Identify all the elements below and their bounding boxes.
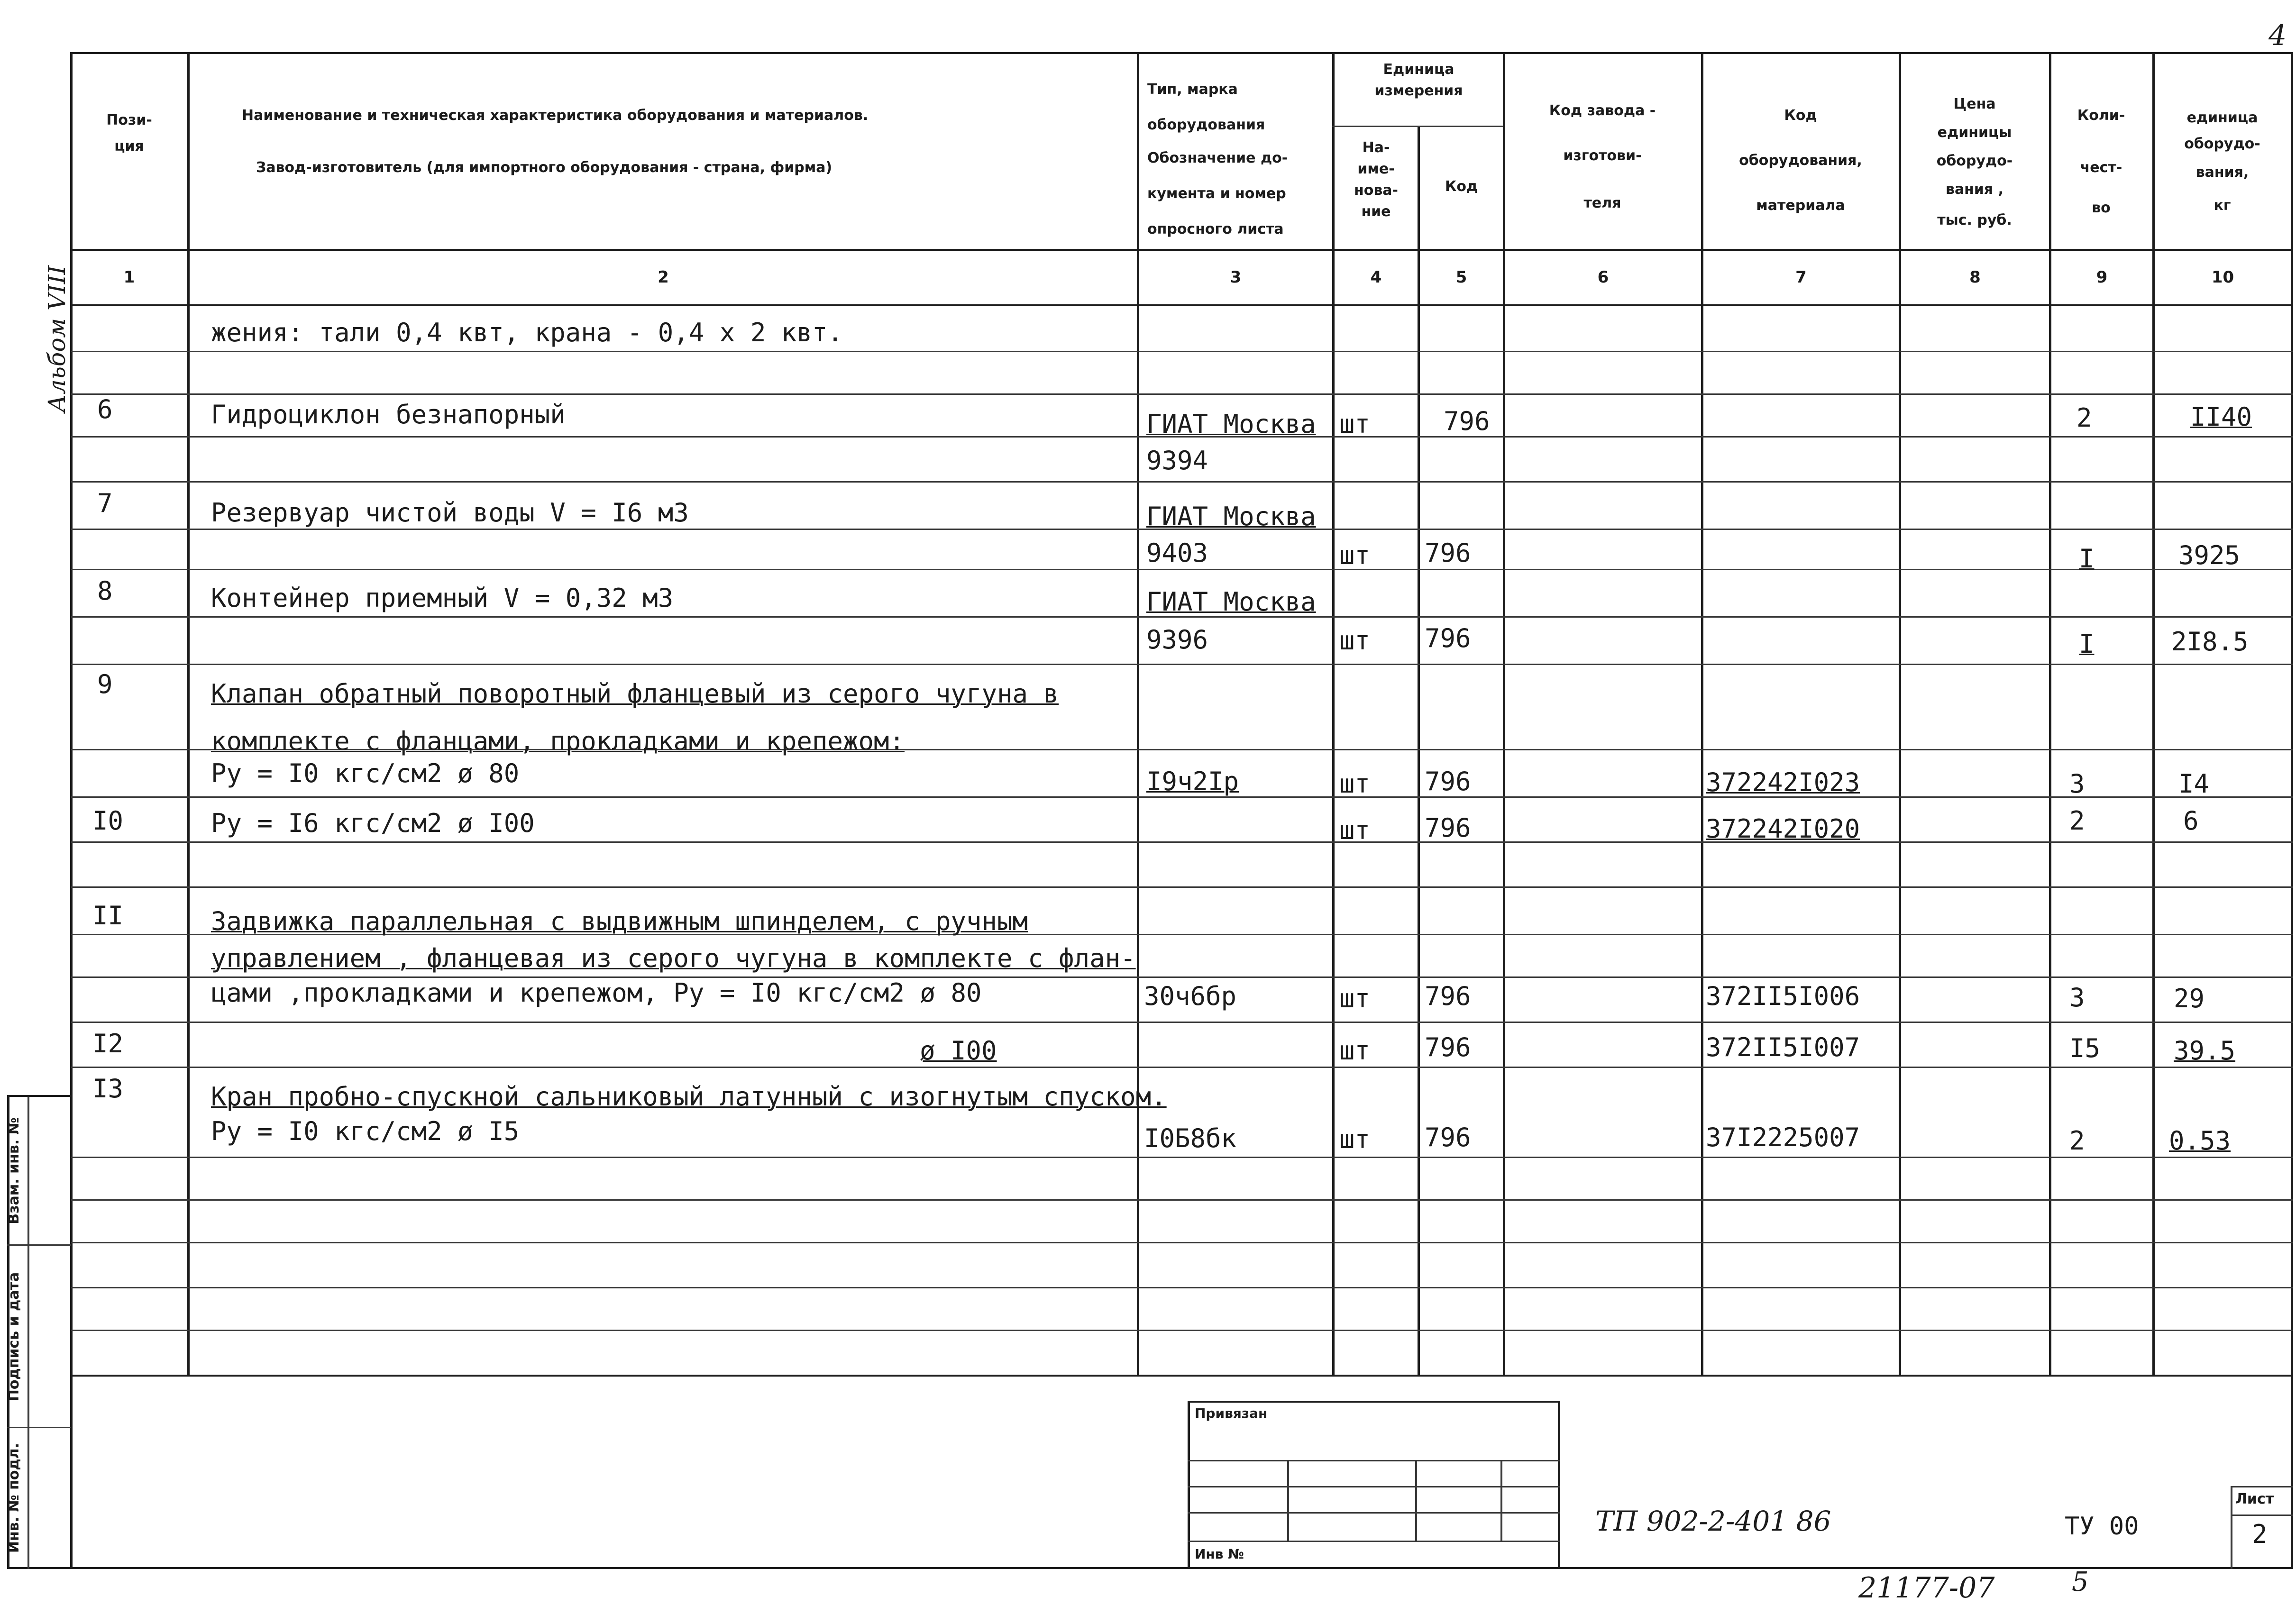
row-name: жения: тали 0,4 квт, крана - 0,4 х 2 квт. — [211, 318, 843, 347]
binding-stamp-line — [1287, 1460, 1289, 1541]
header-col9-line: во — [2092, 200, 2111, 216]
row-line — [71, 841, 2293, 843]
bottom-handwritten-code: 21177-07 — [1858, 1571, 1995, 1605]
row-line — [71, 1287, 2293, 1288]
row-unit-code: 796 — [1425, 538, 1471, 568]
column-number: 5 — [1455, 268, 1467, 287]
header-unit-line: Единица — [1383, 61, 1454, 78]
row-mass: II40 — [2190, 402, 2252, 432]
corner-page-number: 4 — [2269, 19, 2287, 52]
row-line — [71, 1242, 2293, 1243]
header-col9-line: Коли- — [2077, 107, 2125, 124]
row-mass: 29 — [2174, 984, 2205, 1013]
row-type: I0Б8бк — [1144, 1123, 1237, 1153]
header-col6-line: Код завода - — [1549, 102, 1656, 119]
row-type: ГИАТ Москва — [1146, 502, 1316, 531]
sheet-box-line — [2231, 1486, 2293, 1487]
header-col7-line: оборудования, — [1739, 152, 1862, 169]
row-line — [71, 481, 2293, 483]
row-name: Задвижка параллельная с выдвижным шпинделем, с ручным — [211, 906, 1028, 936]
binding-stamp-inv-no: Инв № — [1195, 1546, 1244, 1562]
row-name: Гидроциклон безнапорный — [211, 400, 566, 429]
row-unit: шт — [1339, 984, 1371, 1013]
row-type: 9403 — [1146, 538, 1208, 568]
header-col1-line: ция — [114, 138, 144, 155]
header-col7-line: Код — [1784, 107, 1817, 124]
row-type: ГИАТ Москва — [1146, 587, 1316, 617]
row-unit: шт — [1339, 409, 1371, 439]
binding-stamp-title: Привязан — [1195, 1405, 1268, 1421]
row-equipment-code: 372II5I006 — [1706, 981, 1860, 1011]
row-quantity: 2 — [2076, 403, 2092, 433]
binding-stamp-line — [1188, 1541, 1560, 1542]
header-col8-line: вания , — [1945, 181, 2004, 198]
row-name: Кран пробно-спускной сальниковый латунный с изогнутым спуском. — [211, 1082, 1167, 1112]
row-name: Ру = I0 кгс/см2 ø I5 — [211, 1116, 520, 1146]
col-divider-9 — [2152, 52, 2155, 1375]
column-number: 7 — [1795, 268, 1807, 287]
section-code: ТУ 00 — [2065, 1512, 2139, 1541]
row-quantity: I5 — [2069, 1033, 2101, 1063]
row-unit-code: 796 — [1444, 406, 1490, 436]
row-name: комплекте с фланцами, прокладками и крепежом: — [211, 726, 905, 756]
header-col8-line: оборудо- — [1936, 153, 2013, 169]
row-equipment-code: 37I2225007 — [1706, 1122, 1860, 1152]
row-unit-code: 796 — [1425, 623, 1471, 653]
col-divider-5 — [1503, 52, 1505, 1375]
row-mass: 0.53 — [2169, 1126, 2231, 1156]
row-type: 9396 — [1146, 625, 1208, 655]
bottom-handwritten-page: 5 — [2072, 1567, 2089, 1597]
row-line — [71, 569, 2293, 570]
binding-stamp-line — [1188, 1460, 1560, 1461]
row-mass: 3925 — [2178, 540, 2241, 570]
binding-stamp-line — [1188, 1401, 1560, 1403]
row-position: 6 — [97, 394, 113, 424]
row-name: Ру = I0 кгс/см2 ø 80 — [211, 758, 520, 788]
row-quantity: 3 — [2069, 983, 2085, 1013]
row-line — [71, 664, 2293, 665]
row-name: Контейнер приемный V = 0,32 м3 — [211, 583, 674, 613]
document-code: ТП 902-2-401 86 — [1595, 1505, 1831, 1537]
frame-right — [2291, 52, 2293, 1569]
header-col1-line: Пози- — [106, 112, 152, 128]
row-name: ø I00 — [920, 1036, 997, 1066]
row-equipment-code: 372242I023 — [1706, 767, 1860, 797]
header-col9-line: чест- — [2080, 159, 2122, 176]
row-type: 9394 — [1146, 446, 1208, 475]
header-col10-line: кг — [2214, 197, 2231, 214]
column-number: 6 — [1597, 268, 1609, 287]
row-unit: шт — [1339, 1124, 1371, 1154]
frame-bottom — [7, 1567, 2293, 1569]
column-number: 8 — [1969, 268, 1981, 287]
row-line — [71, 1330, 2293, 1331]
row-unit-code: 796 — [1425, 1032, 1471, 1062]
header-col8-line: Цена — [1953, 96, 1996, 112]
row-mass: 39.5 — [2174, 1036, 2236, 1066]
side-stamp-line — [7, 1095, 71, 1097]
col-divider-2 — [1137, 52, 1139, 1375]
row-line — [71, 1022, 2293, 1023]
row-position: 7 — [97, 488, 113, 518]
row-unit: шт — [1339, 815, 1371, 845]
row-quantity: I — [2079, 629, 2095, 659]
row-unit: шт — [1339, 1036, 1371, 1066]
row-position: I2 — [92, 1029, 124, 1058]
side-stamp-signature-date: Подпись и дата — [6, 1272, 22, 1402]
numbers-line — [71, 304, 2293, 306]
row-type: 30ч6бр — [1144, 981, 1237, 1011]
row-quantity: 2 — [2069, 1126, 2085, 1156]
header-col3-line: кумента и номер — [1147, 185, 1286, 202]
header-col3-line: Тип, марка — [1147, 81, 1238, 98]
binding-stamp-line — [1558, 1401, 1560, 1569]
column-number: 1 — [123, 268, 135, 287]
row-position: 9 — [97, 669, 113, 699]
row-equipment-code: 372242I020 — [1706, 814, 1860, 844]
row-unit: шт — [1339, 626, 1371, 656]
row-position: I3 — [92, 1074, 124, 1104]
sheet-number: 2 — [2252, 1519, 2268, 1549]
row-name: Ру = I6 кгс/см2 ø I00 — [211, 808, 535, 838]
header-col4-line: име- — [1357, 161, 1395, 177]
header-col2-line: Завод-изготовитель (для импортного оборудования - страна, фирма) — [256, 159, 832, 176]
row-name: Резервуар чистой воды V = I6 м3 — [211, 498, 689, 528]
row-position: II — [92, 901, 124, 931]
row-mass: I4 — [2178, 769, 2210, 799]
column-number: 9 — [2096, 268, 2108, 287]
column-number: 2 — [658, 268, 669, 287]
row-name: цами ,прокладками и крепежом, Ру = I0 кгс/см2 ø 80 — [211, 978, 982, 1008]
header-col10-line: оборудо- — [2184, 136, 2260, 152]
col-divider-7 — [1899, 52, 1901, 1375]
header-col5: Код — [1445, 178, 1478, 195]
header-col6-line: теля — [1583, 195, 1621, 211]
row-unit-code: 796 — [1425, 1122, 1471, 1152]
header-col4-line: На- — [1362, 139, 1390, 156]
row-mass: 2I8.5 — [2171, 627, 2249, 657]
binding-stamp-line — [1188, 1486, 1560, 1487]
header-unit-line: измерения — [1374, 82, 1463, 99]
side-stamp-vzam-inv: Взам. инв. № — [6, 1117, 22, 1224]
unit-group-line — [1332, 126, 1503, 127]
album-label: Альбом VIII — [43, 265, 71, 412]
column-number: 3 — [1230, 268, 1242, 287]
header-col3-line: опросного листа — [1147, 221, 1284, 237]
binding-stamp-line — [1188, 1512, 1560, 1514]
row-line — [71, 1199, 2293, 1201]
col-divider-8 — [2049, 52, 2051, 1375]
header-col3-line: Обозначение до- — [1147, 150, 1288, 166]
row-unit-code: 796 — [1425, 981, 1471, 1011]
row-unit-code: 796 — [1425, 813, 1471, 843]
sheet-box-line — [2231, 1486, 2232, 1569]
header-line — [71, 249, 2293, 251]
row-line — [71, 1157, 2293, 1158]
col-divider-3 — [1332, 52, 1335, 1375]
header-col10-line: единица — [2186, 109, 2258, 126]
header-col8-line: единицы — [1937, 124, 2012, 141]
row-line — [71, 886, 2293, 888]
row-type: ГИАТ Москва — [1146, 409, 1316, 439]
binding-stamp-line — [1415, 1460, 1417, 1541]
row-equipment-code: 372II5I007 — [1706, 1032, 1860, 1062]
header-col4-line: ние — [1361, 203, 1391, 220]
binding-stamp-line — [1188, 1401, 1190, 1569]
row-quantity: 2 — [2069, 806, 2085, 836]
col-divider-1 — [187, 52, 190, 1375]
header-col4-line: нова- — [1354, 182, 1399, 199]
column-number: 4 — [1370, 268, 1382, 287]
row-line — [71, 1067, 2293, 1068]
row-position: 8 — [97, 576, 113, 606]
frame-top — [71, 52, 2293, 54]
row-type: I9ч2Iр — [1146, 766, 1239, 796]
side-stamp-line — [7, 1244, 71, 1246]
side-stamp-divider — [27, 1095, 29, 1569]
header-col10-line: вания, — [2195, 164, 2249, 181]
row-line — [71, 351, 2293, 352]
row-unit-code: 796 — [1425, 766, 1471, 796]
sheet-box-line — [2231, 1515, 2293, 1516]
header-col6-line: изготови- — [1563, 147, 1642, 164]
row-line — [71, 393, 2293, 395]
row-unit: шт — [1339, 540, 1371, 570]
row-unit: шт — [1339, 769, 1371, 799]
row-quantity: I — [2079, 544, 2095, 574]
table-bottom-line — [71, 1375, 2293, 1377]
col-divider-6 — [1701, 52, 1703, 1375]
row-mass: 6 — [2183, 806, 2199, 836]
side-stamp-inv-podl: Инв. № подл. — [6, 1442, 22, 1553]
sheet-label: Лист — [2235, 1491, 2274, 1507]
header-col8-line: тыс. руб. — [1937, 212, 2012, 228]
header-col7-line: материала — [1756, 197, 1845, 214]
row-name: Клапан обратный поворотный фланцевый из серого чугуна в — [211, 679, 1059, 709]
row-name: управлением , фланцевая из серого чугуна в комплекте с флан- — [211, 943, 1136, 973]
column-number: 10 — [2211, 268, 2234, 287]
row-position: I0 — [92, 806, 124, 836]
header-col3-line: оборудования — [1147, 117, 1265, 133]
row-quantity: 3 — [2069, 769, 2085, 799]
header-col2-line: Наименование и техническая характеристика оборудования и материалов. — [242, 107, 869, 124]
binding-stamp-line — [1500, 1460, 1502, 1541]
